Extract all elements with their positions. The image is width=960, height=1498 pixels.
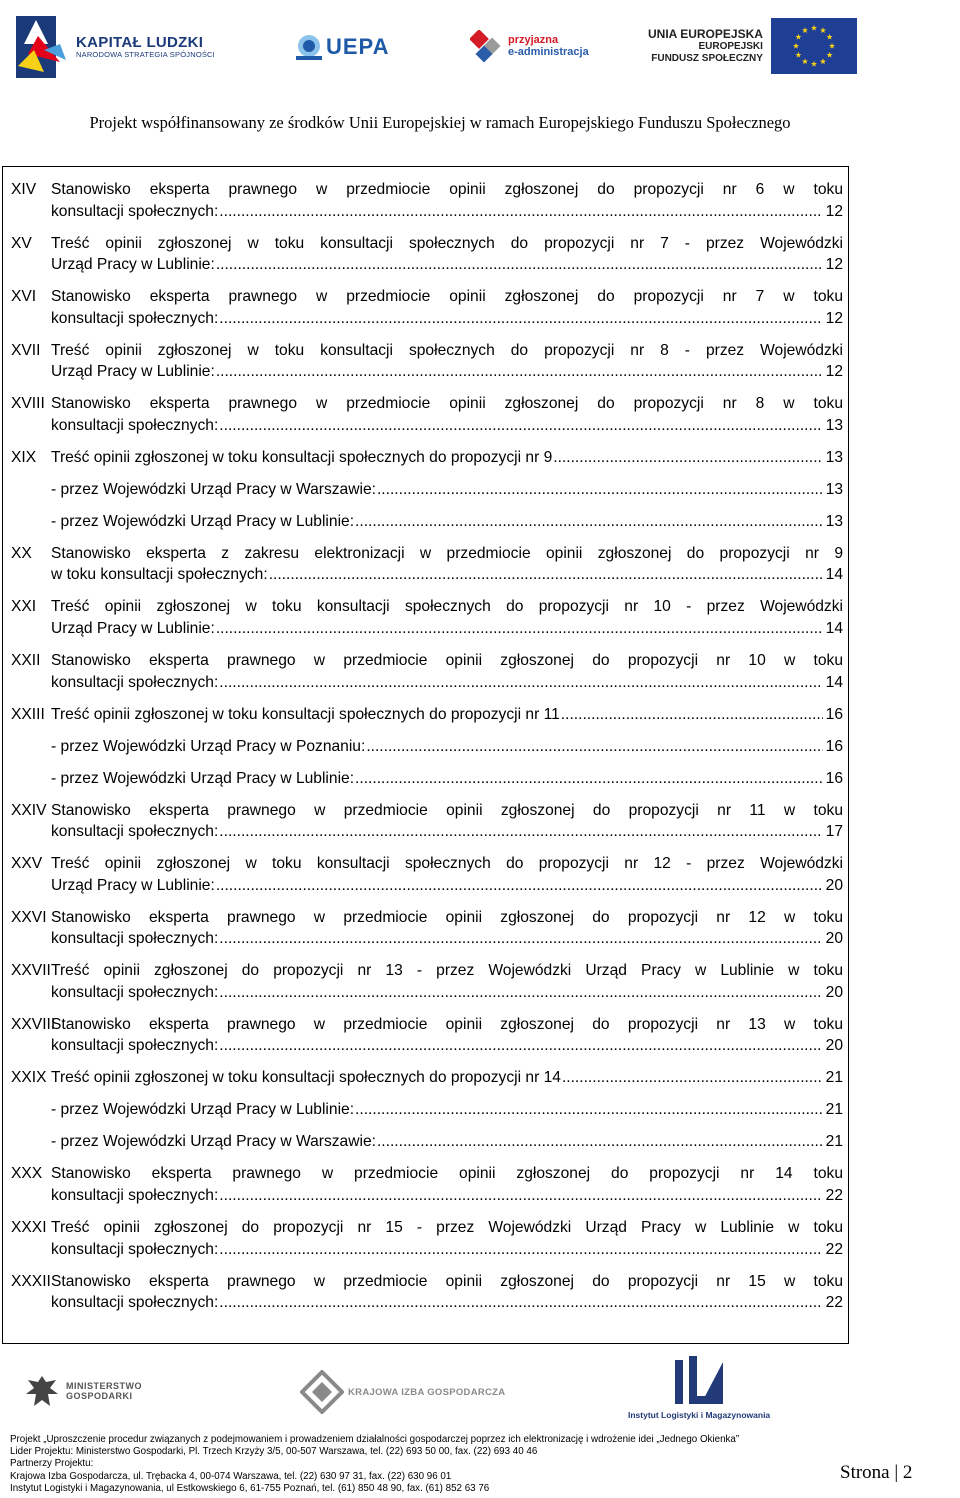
toc-entry-leader-dots [219,672,822,694]
unia-europejska-logo [648,18,857,74]
toc-entry-title-line1: Treść opinii zgłoszonej w toku konsultacji społecznych do propozycji nr 7 - przez Wojewódzki [51,234,843,252]
toc-entry-leader-dots [219,982,822,1004]
toc-entry-number: XXVII [11,962,51,980]
toc-entry[interactable] [11,1217,843,1260]
toc-entry-page: 13 [825,480,843,498]
kig-text: KRAJOWA IZBA GOSPODARCZA [348,1386,506,1398]
toc-entry-page: 20 [825,1037,843,1055]
footer-project-line: Projekt „Uproszczenie procedur związanych z podejmowaniem i prowadzeniem działalności gospodarczej poprzez ich elektronizację i wdrożenie idei „Jednego Okienka” [10,1434,740,1445]
footer-partner-kig: Krajowa Izba Gospodarcza, ul. Trębacka 4, 00-074 Warszawa, tel. (22) 630 97 31, fax. (22) 630 96 01 [10,1470,452,1482]
pea-line1: przyjazna [508,34,559,47]
toc-entry-title-line2: Urząd Pracy w Lublinie: [51,876,215,894]
krajowa-izba-gospodarcza-logo [300,1370,505,1414]
ilim-logo [628,1354,770,1420]
toc-entry-title-line1: Stanowisko eksperta prawnego w przedmiocie opinii zgłoszonej do propozycji nr 8 w toku [51,395,843,413]
table-of-contents [11,179,843,1324]
toc-entry[interactable] [11,1099,843,1121]
toc-entry[interactable] [11,736,843,758]
toc-entry-page: 20 [825,876,843,894]
toc-entry-title-line2: konsultacji społecznych: [51,930,219,948]
toc-entry[interactable] [11,1163,843,1206]
header-logos [0,0,960,100]
ue-line2: EUROPEJSKI [698,41,763,53]
toc-entry-page: 13 [825,448,843,466]
toc-entry-number: XV [11,234,32,252]
ue-line1: UNIA EUROPEJSKA [648,26,763,41]
footer-partner-ilim: Instytut Logistyki i Magazynowania, ul Estkowskiego 6, 61-755 Poznań, tel. (61) 850 48 90, fax. (61) 852 63 76 [10,1482,490,1494]
toc-entry-page: 12 [825,363,843,381]
toc-entry-title-line2: konsultacji społecznych: [51,673,219,691]
toc-entry-leader-dots [219,1185,822,1207]
toc-entry-page: 21 [825,1101,843,1119]
kig-emblem-icon [300,1370,344,1414]
toc-entry-title-line2: konsultacji społecznych: [51,202,219,220]
toc-entry[interactable] [11,907,843,950]
toc-entry-title-line2: - przez Wojewódzki Urząd Pracy w Lublinie: [51,1101,355,1119]
toc-entry-title-line1: Treść opinii zgłoszonej do propozycji nr 13 - przez Wojewódzki Urząd Pracy w Lublinie w toku [51,962,843,980]
toc-entry-page: 22 [825,1240,843,1258]
toc-entry-leader-dots [219,415,822,437]
toc-entry-leader-dots [219,1035,822,1057]
toc-entry-number: XXVIII [11,1015,56,1033]
kapital-ludzki-title: KAPITAŁ LUDZKI [76,34,204,52]
toc-entry-leader-dots [377,479,823,501]
toc-entry-number: XXIII [11,705,45,723]
footer-partners-label: Partnerzy Projektu: [10,1458,94,1470]
ilim-emblem-icon [669,1354,729,1408]
toc-entry-page: 17 [825,823,843,841]
toc-entry-leader-dots [562,1067,823,1089]
toc-entry-title-line1: Stanowisko eksperta prawnego w przedmiocie opinii zgłoszonej do propozycji nr 13 w toku [51,1015,843,1033]
toc-entry-title-line2: - przez Wojewódzki Urząd Pracy w Lublinie: [51,512,355,530]
toc-entry-number: XXVI [11,908,47,926]
toc-entry-leader-dots [269,564,823,586]
toc-entry-number: XXIV [11,801,47,819]
toc-entry[interactable] [11,286,843,329]
toc-entry-leader-dots [219,821,822,843]
toc-entry-title-line1: Stanowisko eksperta prawnego w przedmiocie opinii zgłoszonej do propozycji nr 12 w toku [51,908,843,926]
toc-entry-title-line2: konsultacji społecznych: [51,823,219,841]
toc-entry-page: 16 [825,737,843,755]
toc-entry[interactable] [11,596,843,639]
toc-entry-title-line2: konsultacji społecznych: [51,1186,219,1204]
toc-entry-number: XVII [11,341,41,359]
toc-entry-page: 14 [825,566,843,584]
toc-entry-title-line2: - przez Wojewódzki Urząd Pracy w Warszawie: [51,480,376,498]
toc-entry-page: 14 [825,673,843,691]
toc-entry-leader-dots [366,736,822,758]
toc-entry-page: 14 [825,620,843,638]
toc-entry-number: XIX [11,448,37,466]
toc-entry-title-line2: Urząd Pracy w Lublinie: [51,363,215,381]
page-number: Strona | 2 [840,1462,913,1483]
project-cofinancing-line: Projekt współfinansowany ze środków Unii Europejskiej w ramach Europejskiego Funduszu Społecznego [89,113,791,132]
toc-entry-title-line1: Treść opinii zgłoszonej do propozycji nr 15 - przez Wojewódzki Urząd Pracy w Lublinie w toku [51,1218,843,1236]
toc-entry-number: XVIII [11,395,45,413]
uepa-emblem-icon [296,32,322,62]
toc-entry-leader-dots [553,447,822,469]
toc-entry[interactable] [11,853,843,896]
toc-entry[interactable] [11,1271,843,1314]
toc-entry-page: 12 [825,309,843,327]
toc-entry-title-line2: w toku konsultacji społecznych: [51,566,268,584]
toc-entry[interactable] [11,1131,843,1153]
toc-entry-page: 22 [825,1186,843,1204]
toc-entry-page: 13 [825,416,843,434]
toc-entry-number: XXX [11,1165,43,1183]
toc-entry-page: 20 [825,930,843,948]
ministerstwo-gospodarki-logo [22,1372,146,1412]
toc-entry[interactable] [11,960,843,1003]
toc-entry-page: 16 [825,705,843,723]
toc-entry-title-line2: - przez Wojewódzki Urząd Pracy w Lublinie: [51,769,355,787]
puzzle-icon [470,30,504,64]
toc-entry-leader-dots [216,875,823,897]
toc-entry-page: 21 [825,1069,843,1087]
toc-entry-page: 13 [825,512,843,530]
toc-entry-title-line2: - przez Wojewódzki Urząd Pracy w Warszawie: [51,1133,376,1151]
toc-entry-title-line1: Stanowisko eksperta prawnego w przedmiocie opinii zgłoszonej do propozycji nr 15 w toku [51,1272,843,1290]
toc-entry-title-line2: Treść opinii zgłoszonej w toku konsultacji społecznych do propozycji nr 14 [51,1069,561,1087]
toc-entry-title-line2: konsultacji społecznych: [51,983,219,1001]
toc-entry[interactable] [11,1014,843,1057]
toc-entry-title-line1: Stanowisko eksperta prawnego w przedmiocie opinii zgłoszonej do propozycji nr 14 toku [51,1165,843,1183]
przyjazna-e-administracja-logo [470,22,589,72]
footer-text [10,1434,830,1495]
toc-entry-title-line2: konsultacji społecznych: [51,1240,219,1258]
toc-entry-number: XXII [11,652,41,669]
toc-entry-title-line1: Treść opinii zgłoszonej w toku konsultacji społecznych do propozycji nr 10 - przez Wojewódzki [51,598,843,616]
toc-entry-title-line2: Urząd Pracy w Lublinie: [51,620,215,638]
kapital-ludzki-logo [14,12,215,82]
toc-entry[interactable] [11,650,843,693]
toc-entry-number: XXV [11,855,43,873]
ministerstwo-gospodarki-text: MINISTERSTWO GOSPODARKI [66,1381,142,1401]
toc-entry-leader-dots [219,928,822,950]
toc-entry-leader-dots [355,1099,823,1121]
toc-entry[interactable] [11,768,843,790]
toc-entry[interactable] [11,704,843,726]
table-of-contents-box [2,166,849,1344]
pea-line2: e-administracja [508,46,589,58]
toc-entry[interactable] [11,800,843,843]
toc-entry-page: 16 [825,769,843,787]
toc-entry-leader-dots [216,618,823,640]
toc-entry-number: XIV [11,181,37,198]
toc-entry-title-line2: Treść opinii zgłoszonej w toku konsultacji społecznych do propozycji nr 11 [51,705,560,723]
toc-entry-title-line1: Treść opinii zgłoszonej w toku konsultacji społecznych do propozycji nr 12 - przez Wojewódzki [51,855,843,873]
toc-entry-number: XXXII [11,1272,51,1290]
toc-entry-title-line2: Urząd Pracy w Lublinie: [51,256,215,274]
toc-entry-title-line1: Stanowisko eksperta prawnego w przedmiocie opinii zgłoszonej do propozycji nr 7 w toku [51,288,843,306]
toc-entry-leader-dots [219,1239,822,1261]
toc-entry-leader-dots [219,1292,822,1314]
uepa-logo [296,22,390,72]
toc-entry-title-line1: Stanowisko eksperta z zakresu elektronizacji w przedmiocie opinii zgłoszonej do propozycji nr 9 [51,544,843,562]
eu-flag-icon [771,18,857,74]
toc-entry-number: XX [11,544,32,562]
footer-logos [0,1352,960,1432]
toc-entry[interactable] [11,179,843,222]
ue-line3: FUNDUSZ SPOŁECZNY [651,52,763,64]
toc-entry-leader-dots [561,704,823,726]
kapital-ludzki-subtitle: NARODOWA STRATEGIA SPÓJNOŚCI [76,49,215,59]
toc-entry-title-line2: konsultacji społecznych: [51,1294,219,1312]
toc-entry[interactable] [11,1067,843,1089]
toc-entry-title-line2: konsultacji społecznych: [51,416,219,434]
toc-entry-leader-dots [355,511,823,533]
toc-entry-title-line2: Treść opinii zgłoszonej w toku konsultacji społecznych do propozycji nr 9 [51,448,553,466]
footer-leader-line: Lider Projektu: Ministerstwo Gospodarki, Pl. Trzech Krzyży 3/5, 00-507 Warszawa, tel. (22) 693 50 00, fax. (22) 693 40 46 [10,1446,538,1458]
toc-entry-title-line1: Treść opinii zgłoszonej w toku konsultacji społecznych do propozycji nr 8 - przez Wojewódzki [51,341,843,359]
toc-entry[interactable] [11,479,843,501]
toc-entry[interactable] [11,233,843,276]
eagle-emblem-icon [22,1372,62,1412]
toc-entry-title-line1: Stanowisko eksperta prawnego w przedmiocie opinii zgłoszonej do propozycji nr 11 w toku [51,801,843,819]
toc-entry-leader-dots [219,308,822,330]
toc-entry-page: 22 [825,1294,843,1312]
toc-entry[interactable] [11,511,843,533]
toc-entry-leader-dots [377,1131,823,1153]
toc-entry-title-line2: konsultacji społecznych: [51,309,219,327]
toc-entry-number: XXXI [11,1218,47,1236]
toc-entry[interactable] [11,393,843,436]
toc-entry[interactable] [11,340,843,383]
toc-entry-number: XXI [11,598,37,616]
ilim-text: Instytut Logistyki i Magazynowania [628,1410,771,1420]
toc-entry-page: 12 [825,202,843,220]
toc-entry-title-line2: konsultacji społecznych: [51,1037,219,1055]
toc-entry-page: 12 [825,256,843,274]
kapital-ludzki-emblem-icon [14,14,70,80]
uepa-text: UEPA [326,34,390,59]
toc-entry[interactable] [11,447,843,469]
toc-entry-page: 21 [825,1133,843,1151]
toc-entry-leader-dots [216,361,823,383]
toc-entry-title-line1: Stanowisko eksperta prawnego w przedmiocie opinii zgłoszonej do propozycji nr 10 w toku [51,652,843,669]
toc-entry-number: XVI [11,288,37,306]
toc-entry-title-line1: Stanowisko eksperta prawnego w przedmiocie opinii zgłoszonej do propozycji nr 6 w toku [51,181,843,198]
toc-entry[interactable] [11,543,843,586]
toc-entry-leader-dots [219,201,822,223]
toc-entry-leader-dots [355,768,823,790]
toc-entry-page: 20 [825,983,843,1001]
toc-entry-leader-dots [216,254,823,276]
toc-entry-title-line2: - przez Wojewódzki Urząd Pracy w Poznaniu: [51,737,366,755]
toc-entry-number: XXIX [11,1069,47,1087]
